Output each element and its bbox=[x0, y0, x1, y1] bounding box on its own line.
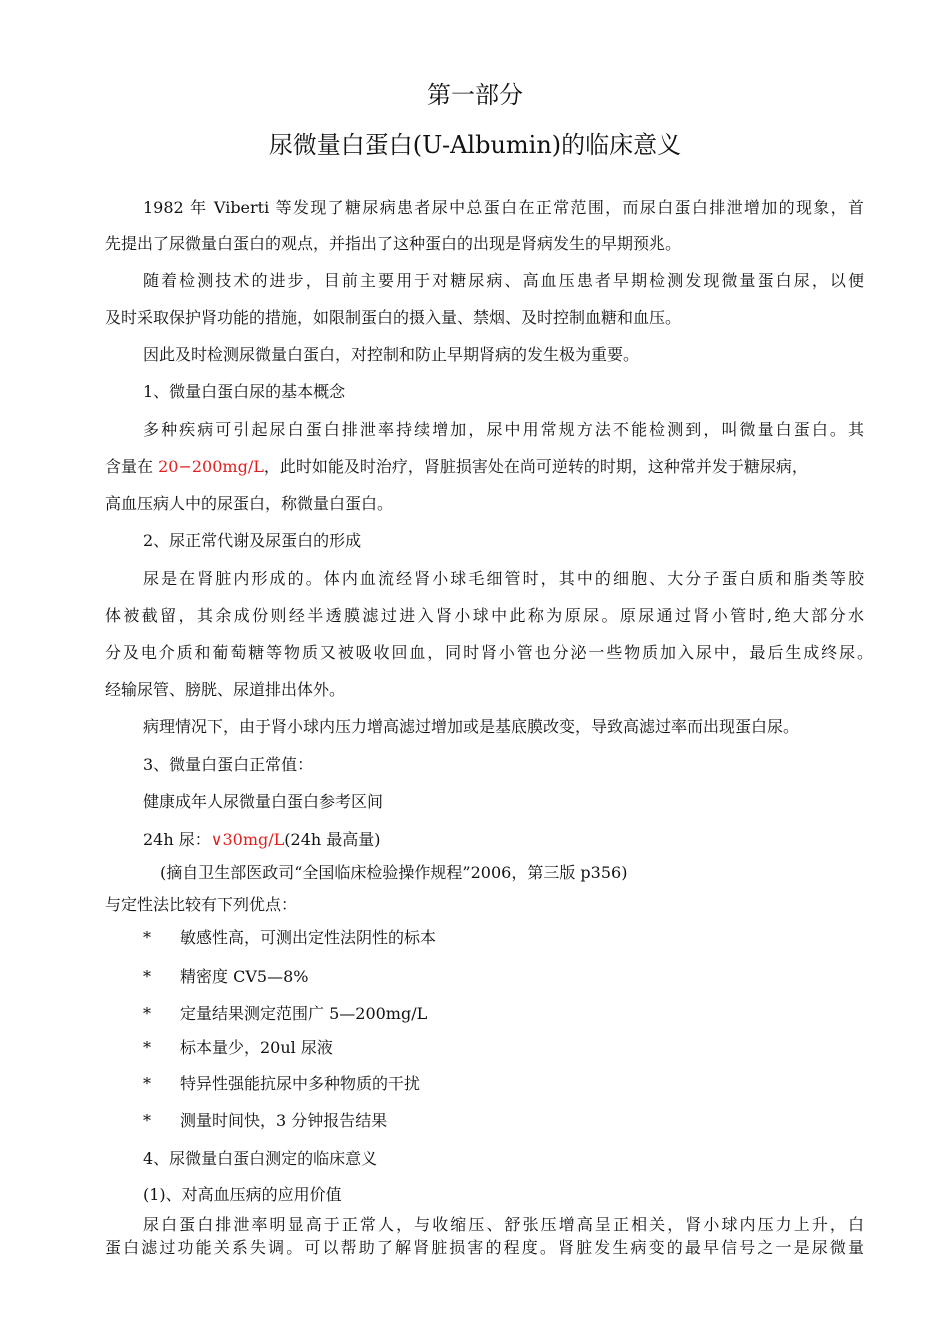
paragraph-line: 与定性法比较有下列优点： bbox=[105, 895, 298, 914]
subsection-heading: (1)、对高血压病的应用价值 bbox=[143, 1185, 342, 1204]
list-item: 测量时间快，3 分钟报告结果 bbox=[180, 1111, 388, 1130]
paragraph-line: 体被截留，其余成份则经半透膜滤过进入肾小球中此称为原尿。原尿通过肾小管时,绝大部分水 bbox=[105, 606, 864, 625]
paragraph-line: 多种疾病可引起尿白蛋白排泄率持续增加，尿中用常规方法不能检测到，叫微量白蛋白。其 bbox=[143, 420, 864, 439]
paragraph-line: 含量在 20−200mg/L，此时如能及时治疗，肾脏损害处在尚可逆转的时期，这种常并发于糖尿病， bbox=[105, 457, 808, 476]
list-item: 精密度 CV5—8% bbox=[180, 967, 309, 986]
list-item: 特异性强能抗尿中多种物质的干扰 bbox=[180, 1074, 421, 1093]
section-heading-2: 2、尿正常代谢及尿蛋白的形成 bbox=[143, 531, 362, 550]
bullet-marker: * bbox=[143, 1038, 151, 1057]
paragraph-line: 先提出了尿微量白蛋白的观点，并指出了这种蛋白的出现是肾病发生的早期预兆。 bbox=[105, 234, 682, 253]
list-item: 标本量少，20ul 尿液 bbox=[180, 1038, 333, 1057]
paragraph-line: 经输尿管、膀胱、尿道排出体外。 bbox=[105, 680, 346, 699]
section-heading-4: 4、尿微量白蛋白测定的临床意义 bbox=[143, 1149, 378, 1168]
section-heading-1: 1、微量白蛋白尿的基本概念 bbox=[143, 382, 346, 401]
bullet-marker: * bbox=[143, 928, 151, 947]
bullet-marker: * bbox=[143, 967, 151, 986]
paragraph-line: 尿是在肾脏内形成的。体内血流经肾小球毛细管时，其中的细胞、大分子蛋白质和脂类等胶 bbox=[143, 569, 864, 588]
document-title: 尿微量白蛋白(U-Albumin)的临床意义 bbox=[268, 131, 682, 159]
paragraph-line: 尿白蛋白排泄率明显高于正常人，与收缩压、舒张压增高呈正相关，肾小球内压力上升，白 bbox=[143, 1215, 864, 1234]
bullet-marker: * bbox=[143, 1111, 151, 1130]
paragraph-line: 因此及时检测尿微量白蛋白，对控制和防止早期肾病的发生极为重要。 bbox=[143, 345, 640, 364]
part-heading: 第一部分 bbox=[427, 81, 523, 109]
bullet-marker: * bbox=[143, 1074, 151, 1093]
paragraph-line: 病理情况下，由于肾小球内压力增高滤过增加或是基底膜改变，导致高滤过率而出现蛋白尿。 bbox=[143, 717, 800, 736]
paragraph-line: 及时采取保护肾功能的措施，如限制蛋白的摄入量、禁烟、及时控制血糖和血压。 bbox=[105, 308, 682, 327]
paragraph-line: 分及电介质和葡萄糖等物质又被吸收回血，同时肾小管也分泌一些物质加入尿中，最后生成终尿。 bbox=[105, 643, 873, 662]
list-item: 敏感性高，可测出定性法阴性的标本 bbox=[180, 928, 437, 947]
paragraph-line: 高血压病人中的尿蛋白，称微量白蛋白。 bbox=[105, 494, 394, 513]
list-item: 定量结果测定范围广 5—200mg/L bbox=[180, 1004, 428, 1023]
bullet-marker: * bbox=[143, 1004, 151, 1023]
highlight-value: 20−200mg/L bbox=[158, 457, 264, 476]
paragraph-line: 随着检测技术的进步，目前主要用于对糖尿病、高血压患者早期检测发现微量蛋白尿，以便 bbox=[143, 271, 864, 290]
paragraph-line: 健康成年人尿微量白蛋白参考区间 bbox=[143, 792, 384, 811]
section-heading-3: 3、微量白蛋白正常值： bbox=[143, 755, 314, 774]
reference-value-line: 24h 尿：∨30mg/L(24h 最高量) bbox=[143, 830, 381, 849]
citation-line: (摘自卫生部医政司“全国临床检验操作规程”2006，第三版 p356) bbox=[160, 863, 628, 882]
paragraph-line: 1982 年 Viberti 等发现了糖尿病患者尿中总蛋白在正常范围，而尿白蛋白排泄增加的现象，首 bbox=[143, 198, 864, 217]
reference-value: ∨30mg/L bbox=[210, 830, 285, 849]
paragraph-line: 蛋白滤过功能关系失调。可以帮助了解肾脏损害的程度。肾脏发生病变的最早信号之一是尿微量 bbox=[105, 1238, 864, 1257]
